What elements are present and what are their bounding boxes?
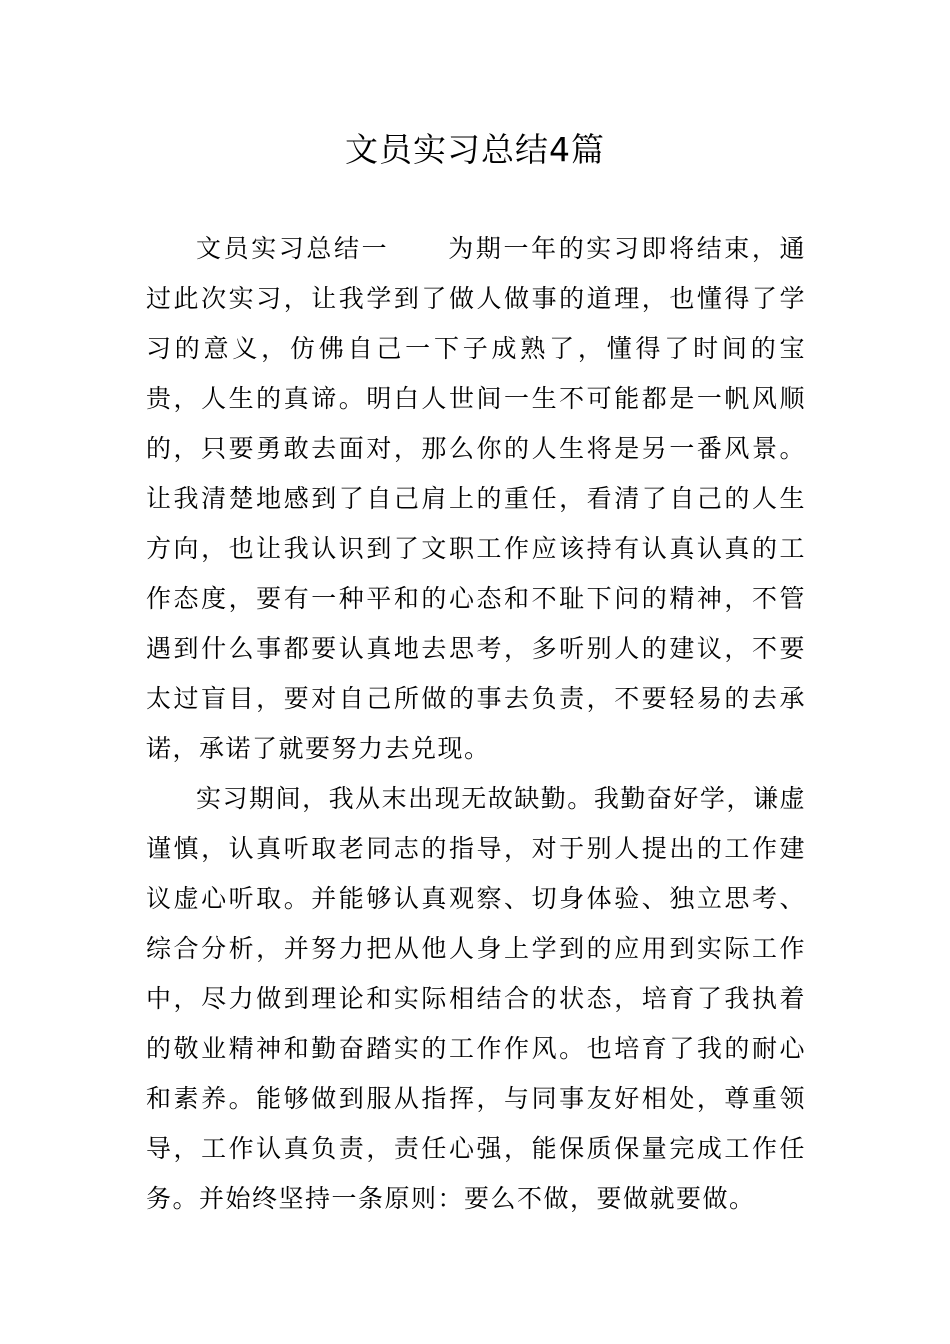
document-body [146,224,806,1224]
paragraph-2-text: 实习期间，我从末出现无故缺勤。我勤奋好学，谦虚谨慎，认真听取老同志的指导，对于别人提出的工作建议虚心听取。并能够认真观察、切身体验、独立思考、综合分析，并努力把从他人身上学到的应用到实际工作中，尽力做到理论和实际相结合的状态，培育了我执着的敬业精神和勤奋踏实的工作作风。也培育了我的耐心和素养。能够做到服从指挥，与同事友好相处，尊重领导，工作认真负责，责任心强，能保质保量完成工作任务。并始终坚持一条原则：要么不做，要做就要做。 [146,784,806,1213]
paragraph-2 [146,774,806,1224]
paragraph-1-text: 为期一年的实习即将结束，通过此次实习，让我学到了做人做事的道理，也懂得了学习的意义，仿佛自己一下子成熟了，懂得了时间的宝贵，人生的真谛。明白人世间一生不可能都是一帆风顺的，只要勇敢去面对，那么你的人生将是另一番风景。让我清楚地感到了自己肩上的重任，看清了自己的人生方向，也让我认识到了文职工作应该持有认真认真的工作态度，要有一种平和的心态和不耻下问的精神，不管遇到什么事都要认真地去思考，多听别人的建议，不要太过盲目，要对自己所做的事去负责，不要轻易的去承诺，承诺了就要努力去兑现。 [146,234,806,763]
paragraph-1 [146,224,806,774]
document-title: 文员实习总结4篇 [345,130,605,169]
section-heading: 文员实习总结一 [196,234,390,263]
